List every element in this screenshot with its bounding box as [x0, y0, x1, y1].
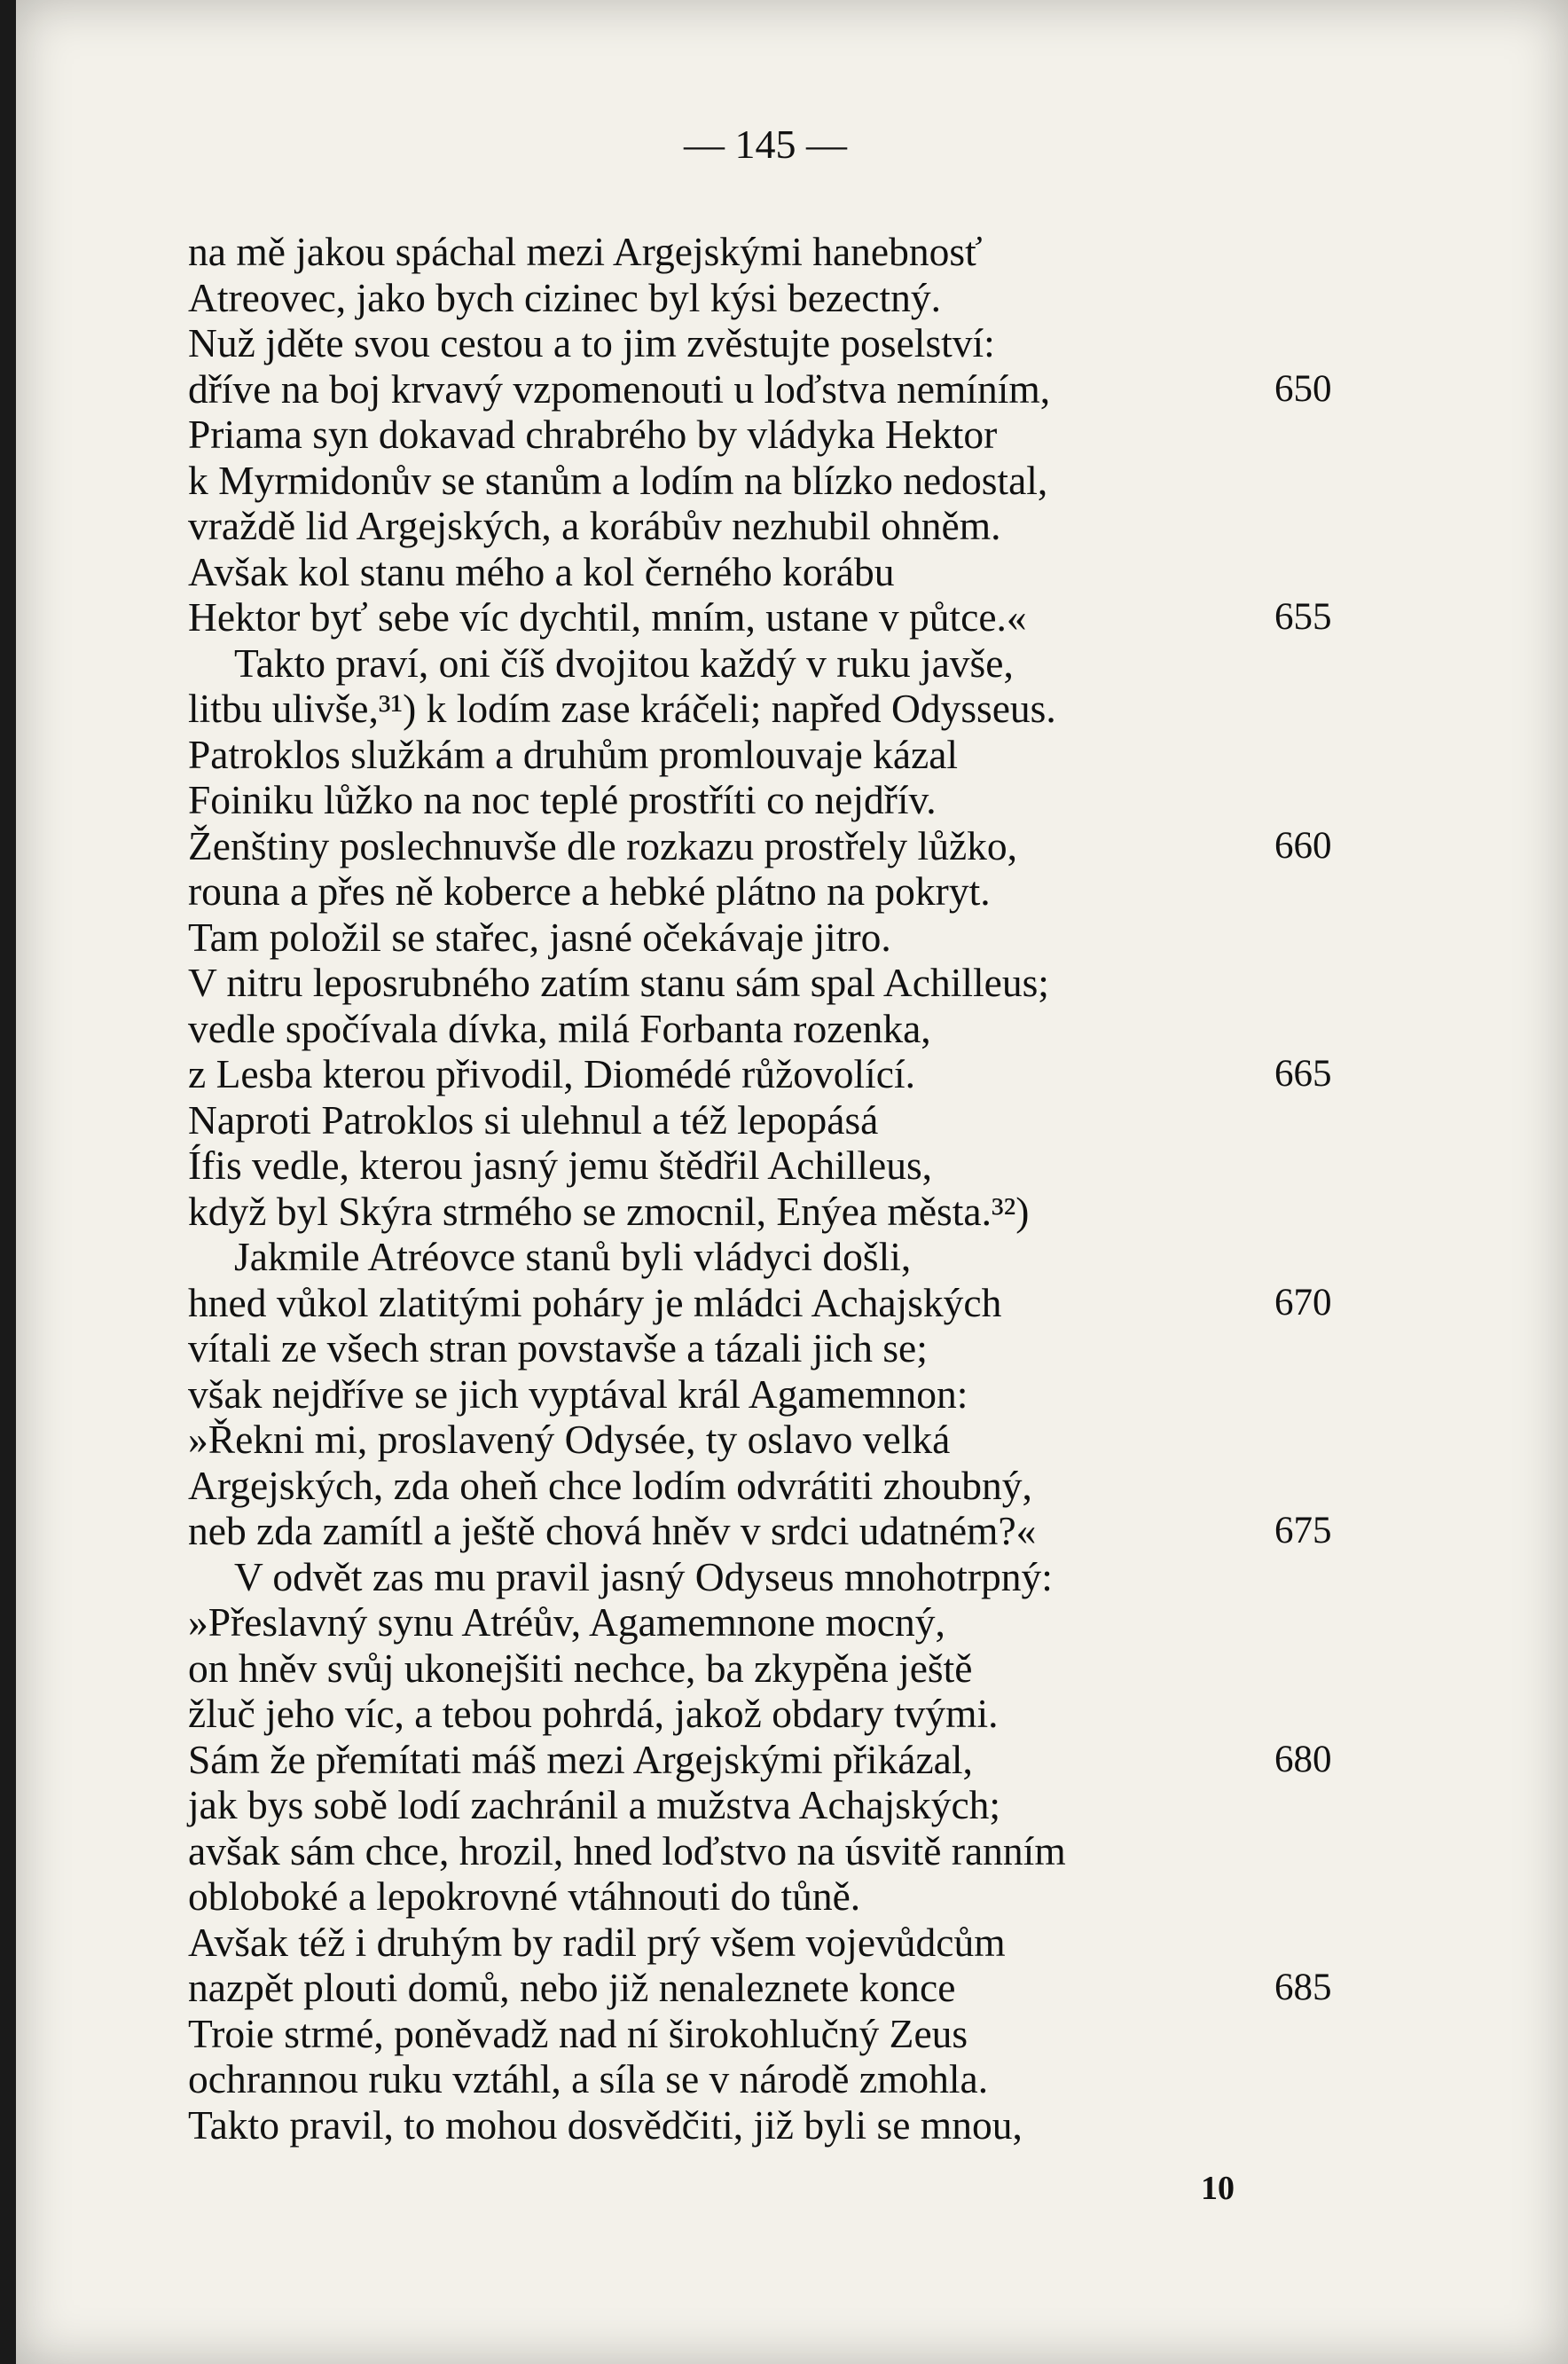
verse-line — [188, 2056, 1368, 2102]
verse-line — [188, 1006, 1368, 1052]
verse-text: hned vůkol zlatitými poháry je mládci Achajských — [188, 1279, 1002, 1325]
verse-line — [188, 1873, 1368, 1920]
verse-line — [188, 458, 1368, 504]
verse-line — [188, 1280, 1368, 1326]
verse-text: Takto pravil, to mohou dosvědčiti, již byli se mnou, — [188, 2101, 1023, 2148]
verse-line — [188, 868, 1368, 915]
verse-text: on hněv svůj ukonejšiti nechce, ba zkypěna ještě — [188, 1645, 973, 1691]
verse-text: Nuž jděte svou cestou a to jim zvěstujte poselství: — [188, 320, 995, 365]
verse-line — [188, 1051, 1368, 1097]
verse-line — [188, 1097, 1368, 1143]
line-number: 650 — [1274, 367, 1332, 410]
verse-line — [188, 412, 1368, 458]
verse-line — [188, 1325, 1368, 1371]
verse-text: Priama syn dokavad chrabrého by vládyka Hektor — [188, 412, 998, 457]
verse-line — [188, 320, 1368, 366]
verse-text: dříve na boj krvavý vzpomenouti u loďstva nemíním, — [188, 365, 1051, 412]
page-number: — 145 — — [684, 122, 847, 167]
line-number: 660 — [1274, 824, 1332, 867]
verse-text: rouna a přes ně koberce a hebké plátno na pokryt. — [188, 868, 991, 914]
verse-text: když byl Skýra strmého se zmocnil, Enýea města.³²) — [188, 1188, 1030, 1234]
verse-text: Naproti Patroklos si ulehnul a též lepopásá — [188, 1096, 879, 1143]
verse-text: k Myrmidonův se stanům a lodím na blízko nedostal, — [188, 457, 1048, 503]
verse-text: V odvět zas mu pravil jasný Odyseus mnohotrpný: — [234, 1553, 1053, 1599]
verse-text: Foiniku lůžko na noc teplé prostříti co nejdřív. — [188, 777, 937, 822]
verse-text: jak bys sobě lodí zachránil a mužstva Achajských; — [188, 1782, 1001, 1827]
verse-line — [188, 732, 1368, 778]
verse-text: Patroklos služkám a druhům promlouvaje kázal — [188, 731, 959, 777]
verse-line — [188, 1645, 1368, 1692]
verse-text: na mě jakou spáchal mezi Argejskými hanebnosť — [188, 229, 983, 274]
verse-text: Argejských, zda oheň chce lodím odvrátiti zhoubný, — [188, 1462, 1032, 1508]
verse-block — [188, 229, 1368, 2148]
book-page — [16, 0, 1568, 2364]
verse-line — [188, 1234, 1368, 1280]
verse-line — [188, 594, 1368, 640]
verse-text: Hektor byť sebe víc dychtil, mním, ustane v půtce.« — [188, 594, 1027, 640]
verse-text: Sám že přemítati máš mezi Argejskými přikázal, — [188, 1736, 973, 1782]
verse-line — [188, 366, 1368, 412]
verse-line — [188, 915, 1368, 961]
verse-line — [188, 549, 1368, 595]
verse-text: Atreovec, jako bych cizinec byl kýsi bezectný. — [188, 274, 941, 320]
verse-text: Takto praví, oni číš dvojitou každý v ruku javše, — [234, 640, 1014, 686]
verse-line — [188, 1691, 1368, 1737]
verse-line — [188, 1554, 1368, 1600]
line-number: 665 — [1274, 1053, 1332, 1095]
verse-line — [188, 1508, 1368, 1554]
verse-line — [188, 640, 1368, 687]
verse-text: Ífis vedle, kterou jasný jemu štědřil Achilleus, — [188, 1143, 933, 1188]
sheet-signature: 10 — [1201, 2170, 1235, 2207]
verse-line — [188, 1189, 1368, 1235]
line-number: 685 — [1274, 1967, 1332, 2008]
verse-text: obloboké a lepokrovné vtáhnouti do tůně. — [188, 1873, 861, 1919]
verse-line — [188, 503, 1368, 549]
verse-line — [188, 1599, 1368, 1645]
verse-line — [188, 777, 1368, 823]
verse-text: vedle spočívala dívka, milá Forbanta rozenka, — [188, 1005, 931, 1051]
verse-text: V nitru leposrubného zatím stanu sám spal Achilleus; — [188, 960, 1049, 1005]
verse-text: Ženštiny poslechnuvše dle rozkazu prostřely lůžko, — [188, 822, 1018, 868]
verse-line — [188, 229, 1368, 275]
verse-text: avšak sám chce, hrozil, hned loďstvo na úsvitě ranním — [188, 1827, 1066, 1873]
verse-line — [188, 1417, 1368, 1463]
verse-line — [188, 1920, 1368, 1966]
verse-line — [188, 1371, 1368, 1418]
verse-line — [188, 823, 1368, 869]
verse-text: Tam položil se stařec, jasné očekávaje jitro. — [188, 914, 891, 960]
verse-text: Troie strmé, poněvadž nad ní širokohlučný Zeus — [188, 2010, 968, 2056]
verse-text: neb zda zamítl a ještě chová hněv v srdci udatném?« — [188, 1508, 1037, 1553]
verse-text: ochrannou ruku vztáhl, a síla se v národě zmohla. — [188, 2056, 989, 2101]
verse-text: »Řekni mi, proslavený Odysée, ty oslavo velká — [188, 1417, 951, 1462]
verse-text: žluč jeho víc, a tebou pohrdá, jakož obdary tvými. — [188, 1691, 999, 1736]
verse-text: »Přeslavný synu Atréův, Agamemnone mocný, — [188, 1599, 945, 1645]
verse-line — [188, 1782, 1368, 1828]
verse-text: vraždě lid Argejských, a korábův nezhubil ohněm. — [188, 503, 1001, 548]
verse-text: Jakmile Atréovce stanů byli vládyci došli, — [234, 1234, 912, 1279]
verse-text: litbu ulivše,³¹) k lodím zase kráčeli; napřed Odysseus. — [188, 686, 1056, 731]
verse-text: Avšak kol stanu mého a kol černého korábu — [188, 548, 895, 594]
verse-line — [188, 1143, 1368, 1189]
verse-text: však nejdříve se jich vyptával král Agamemnon: — [188, 1370, 968, 1417]
verse-text: vítali ze všech stran povstavše a tázali jich se; — [188, 1325, 928, 1370]
verse-line — [188, 2011, 1368, 2057]
line-number: 675 — [1274, 1510, 1332, 1551]
verse-line — [188, 686, 1368, 732]
verse-line — [188, 2102, 1368, 2148]
verse-line — [188, 275, 1368, 321]
verse-line — [188, 960, 1368, 1006]
verse-text: Avšak též i druhým by radil prý všem vojevůdcům — [188, 1919, 1006, 1965]
verse-line — [188, 1965, 1368, 2011]
line-number: 670 — [1274, 1281, 1332, 1323]
line-number: 680 — [1274, 1738, 1332, 1780]
verse-line — [188, 1463, 1368, 1509]
verse-text: z Lesba kterou přivodil, Diomédé růžovolící. — [188, 1051, 916, 1096]
line-number: 655 — [1274, 596, 1332, 638]
verse-line — [188, 1737, 1368, 1783]
verse-line — [188, 1828, 1368, 1874]
verse-text: nazpět plouti domů, nebo již nenaleznete konce — [188, 1965, 956, 2010]
